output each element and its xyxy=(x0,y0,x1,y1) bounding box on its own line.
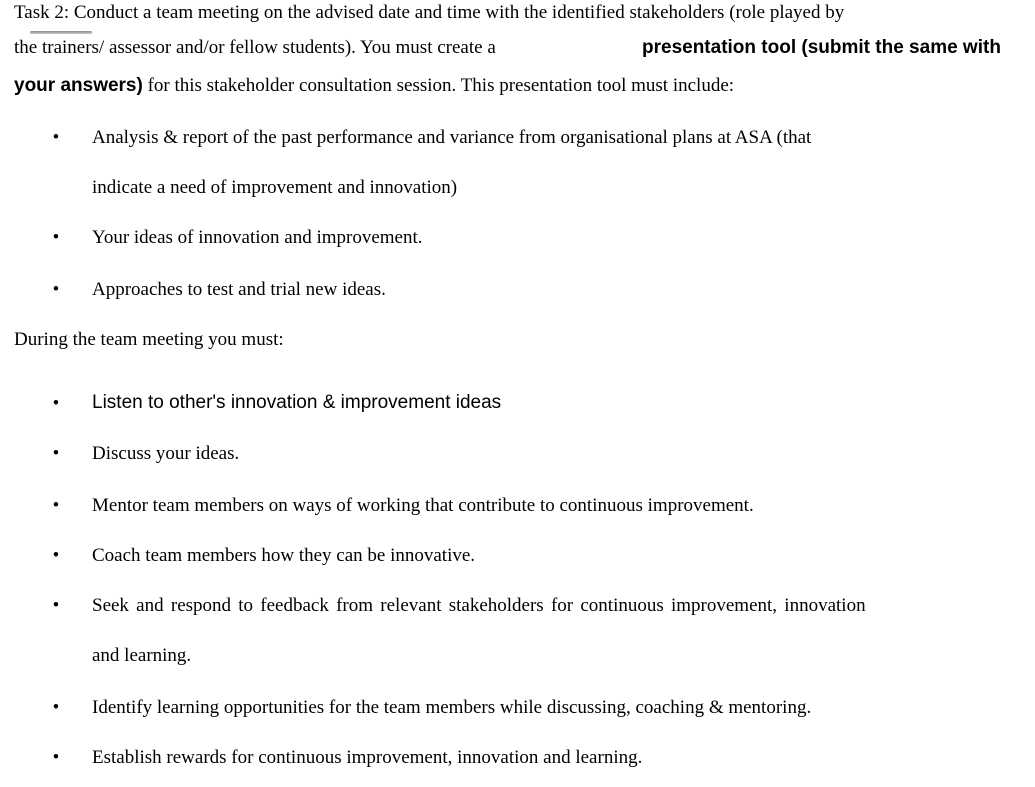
bullet-icon: • xyxy=(52,495,60,516)
meeting-heading: During the team meeting you must: xyxy=(14,329,284,350)
list-item-text: Coach team members how they can be innovative. xyxy=(92,545,476,566)
list-item-text: Listen to other's innovation & improvement ideas xyxy=(92,392,502,413)
bullet-icon: • xyxy=(52,227,60,248)
list-item-text: Analysis & report of the past performance and variance from organisational plans at ASA (that xyxy=(92,127,812,148)
task-line-3-bold: your answers) xyxy=(14,75,143,96)
list-item-text: Discuss your ideas. xyxy=(92,443,240,464)
task-line-1: Task 2: Conduct a team meeting on the advised date and time with the identified stakeholders (role played by xyxy=(14,2,845,23)
bullet-icon: • xyxy=(52,279,60,300)
list-item-text: Identify learning opportunities for the team members while discussing, coaching & mentoring. xyxy=(92,697,812,718)
task-line-3-rest: for this stakeholder consultation session. This presentation tool must include: xyxy=(142,75,735,96)
list-item-text: Your ideas of innovation and improvement. xyxy=(92,227,423,248)
bullet-icon: • xyxy=(52,393,60,414)
bullet-icon: • xyxy=(52,595,60,616)
bullet-icon: • xyxy=(52,545,60,566)
list-item-text: Seek and respond to feedback from relevant stakeholders for continuous improvement, innovation xyxy=(92,595,866,616)
list-item-text-cont: and learning. xyxy=(92,645,192,666)
task-line-2-bold: presentation tool (submit the same with xyxy=(642,37,1001,58)
bullet-icon: • xyxy=(52,127,60,148)
bullet-icon: • xyxy=(52,747,60,768)
list-item-text-cont: indicate a need of improvement and innovation) xyxy=(92,177,458,198)
list-item-text: Establish rewards for continuous improvement, innovation and learning. xyxy=(92,747,643,768)
bullet-icon: • xyxy=(52,697,60,718)
task-line-3 xyxy=(14,74,734,98)
spellcheck-underline xyxy=(30,31,92,34)
list-item-text: Mentor team members on ways of working that contribute to continuous improvement. xyxy=(92,495,754,516)
bullet-icon: • xyxy=(52,443,60,464)
task-line-2: the trainers/ assessor and/or fellow students). You must create a xyxy=(14,37,496,58)
list-item-text: Approaches to test and trial new ideas. xyxy=(92,279,386,300)
